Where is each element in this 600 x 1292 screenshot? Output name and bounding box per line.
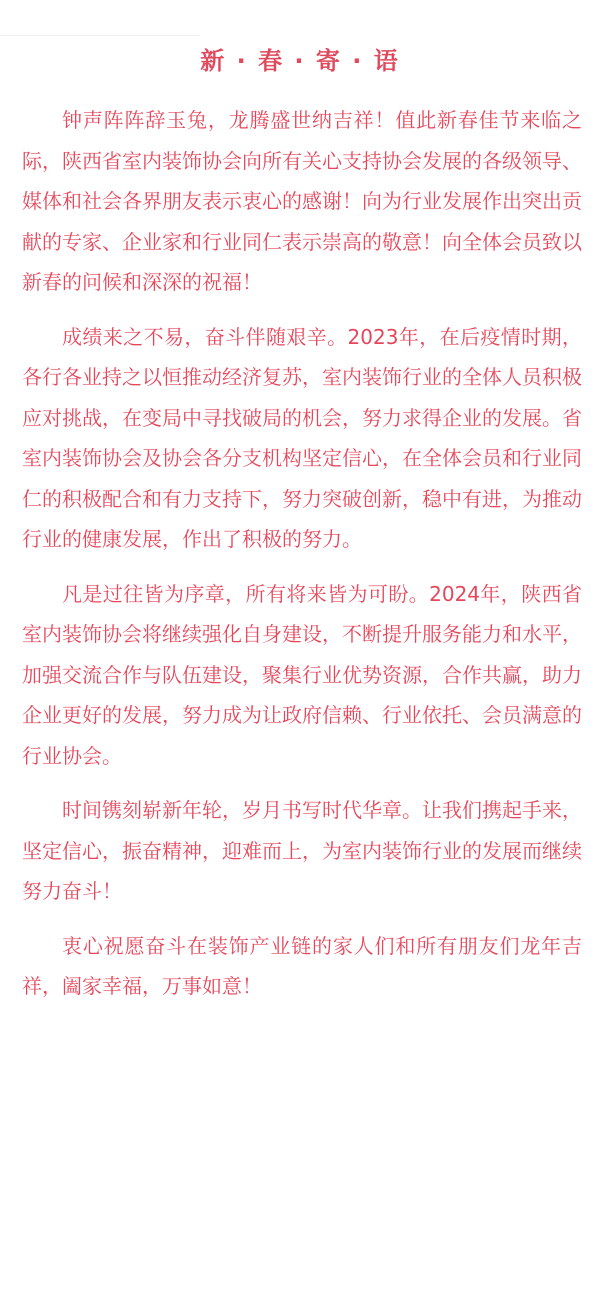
page-title: 新 · 春 · 寄 · 语 xyxy=(200,47,400,75)
paragraph-2024-outlook: 凡是过往皆为序章，所有将来皆为可盼。2024年，陕西省室内装饰协会将继续强化自身建设，不断提升服务能力和水平，加强交流合作与队伍建设，聚集行业优势资源，合作共赢，助力企业更好的发展，努力成为让政府信赖、行业依托、会员满意的行业协会。 xyxy=(22,581,582,768)
paragraph-greeting: 钟声阵阵辞玉兔，龙腾盛世纳吉祥！值此新春佳节来临之际，陕西省室内装饰协会向所有关心支持协会发展的各级领导、媒体和社会各界朋友表示衷心的感谢！向为行业发展作出突出贡献的专家、企业家和行业同仁表示崇高的敬意！向全体会员致以新春的问候和深深的祝福！ xyxy=(22,108,582,294)
top-divider xyxy=(0,35,200,36)
letter-body xyxy=(22,100,582,1021)
paragraph-2023-review: 成绩来之不易，奋斗伴随艰辛。2023年，在后疫情时期，各行各业持之以恒推动经济复苏，室内装饰行业的全体人员积极应对挑战，在变局中寻找破局的机会，努力求得企业的发展。省室内装饰协会及协会各分支机构坚定信心，在全体会员和行业同仁的积极配合和有力支持下，努力突破创新，稳中有进，为推动行业的健康发展，作出了积极的努力。 xyxy=(22,324,582,551)
paragraph-call-to-action: 时间镌刻崭新年轮，岁月书写时代华章。让我们携起手来，坚定信心，振奋精神，迎难而上，为室内装饰行业的发展而继续努力奋斗！ xyxy=(22,798,582,903)
paragraph-blessing: 衷心祝愿奋斗在装饰产业链的家人们和所有朋友们龙年吉祥，阖家幸福，万事如意！ xyxy=(22,933,582,998)
